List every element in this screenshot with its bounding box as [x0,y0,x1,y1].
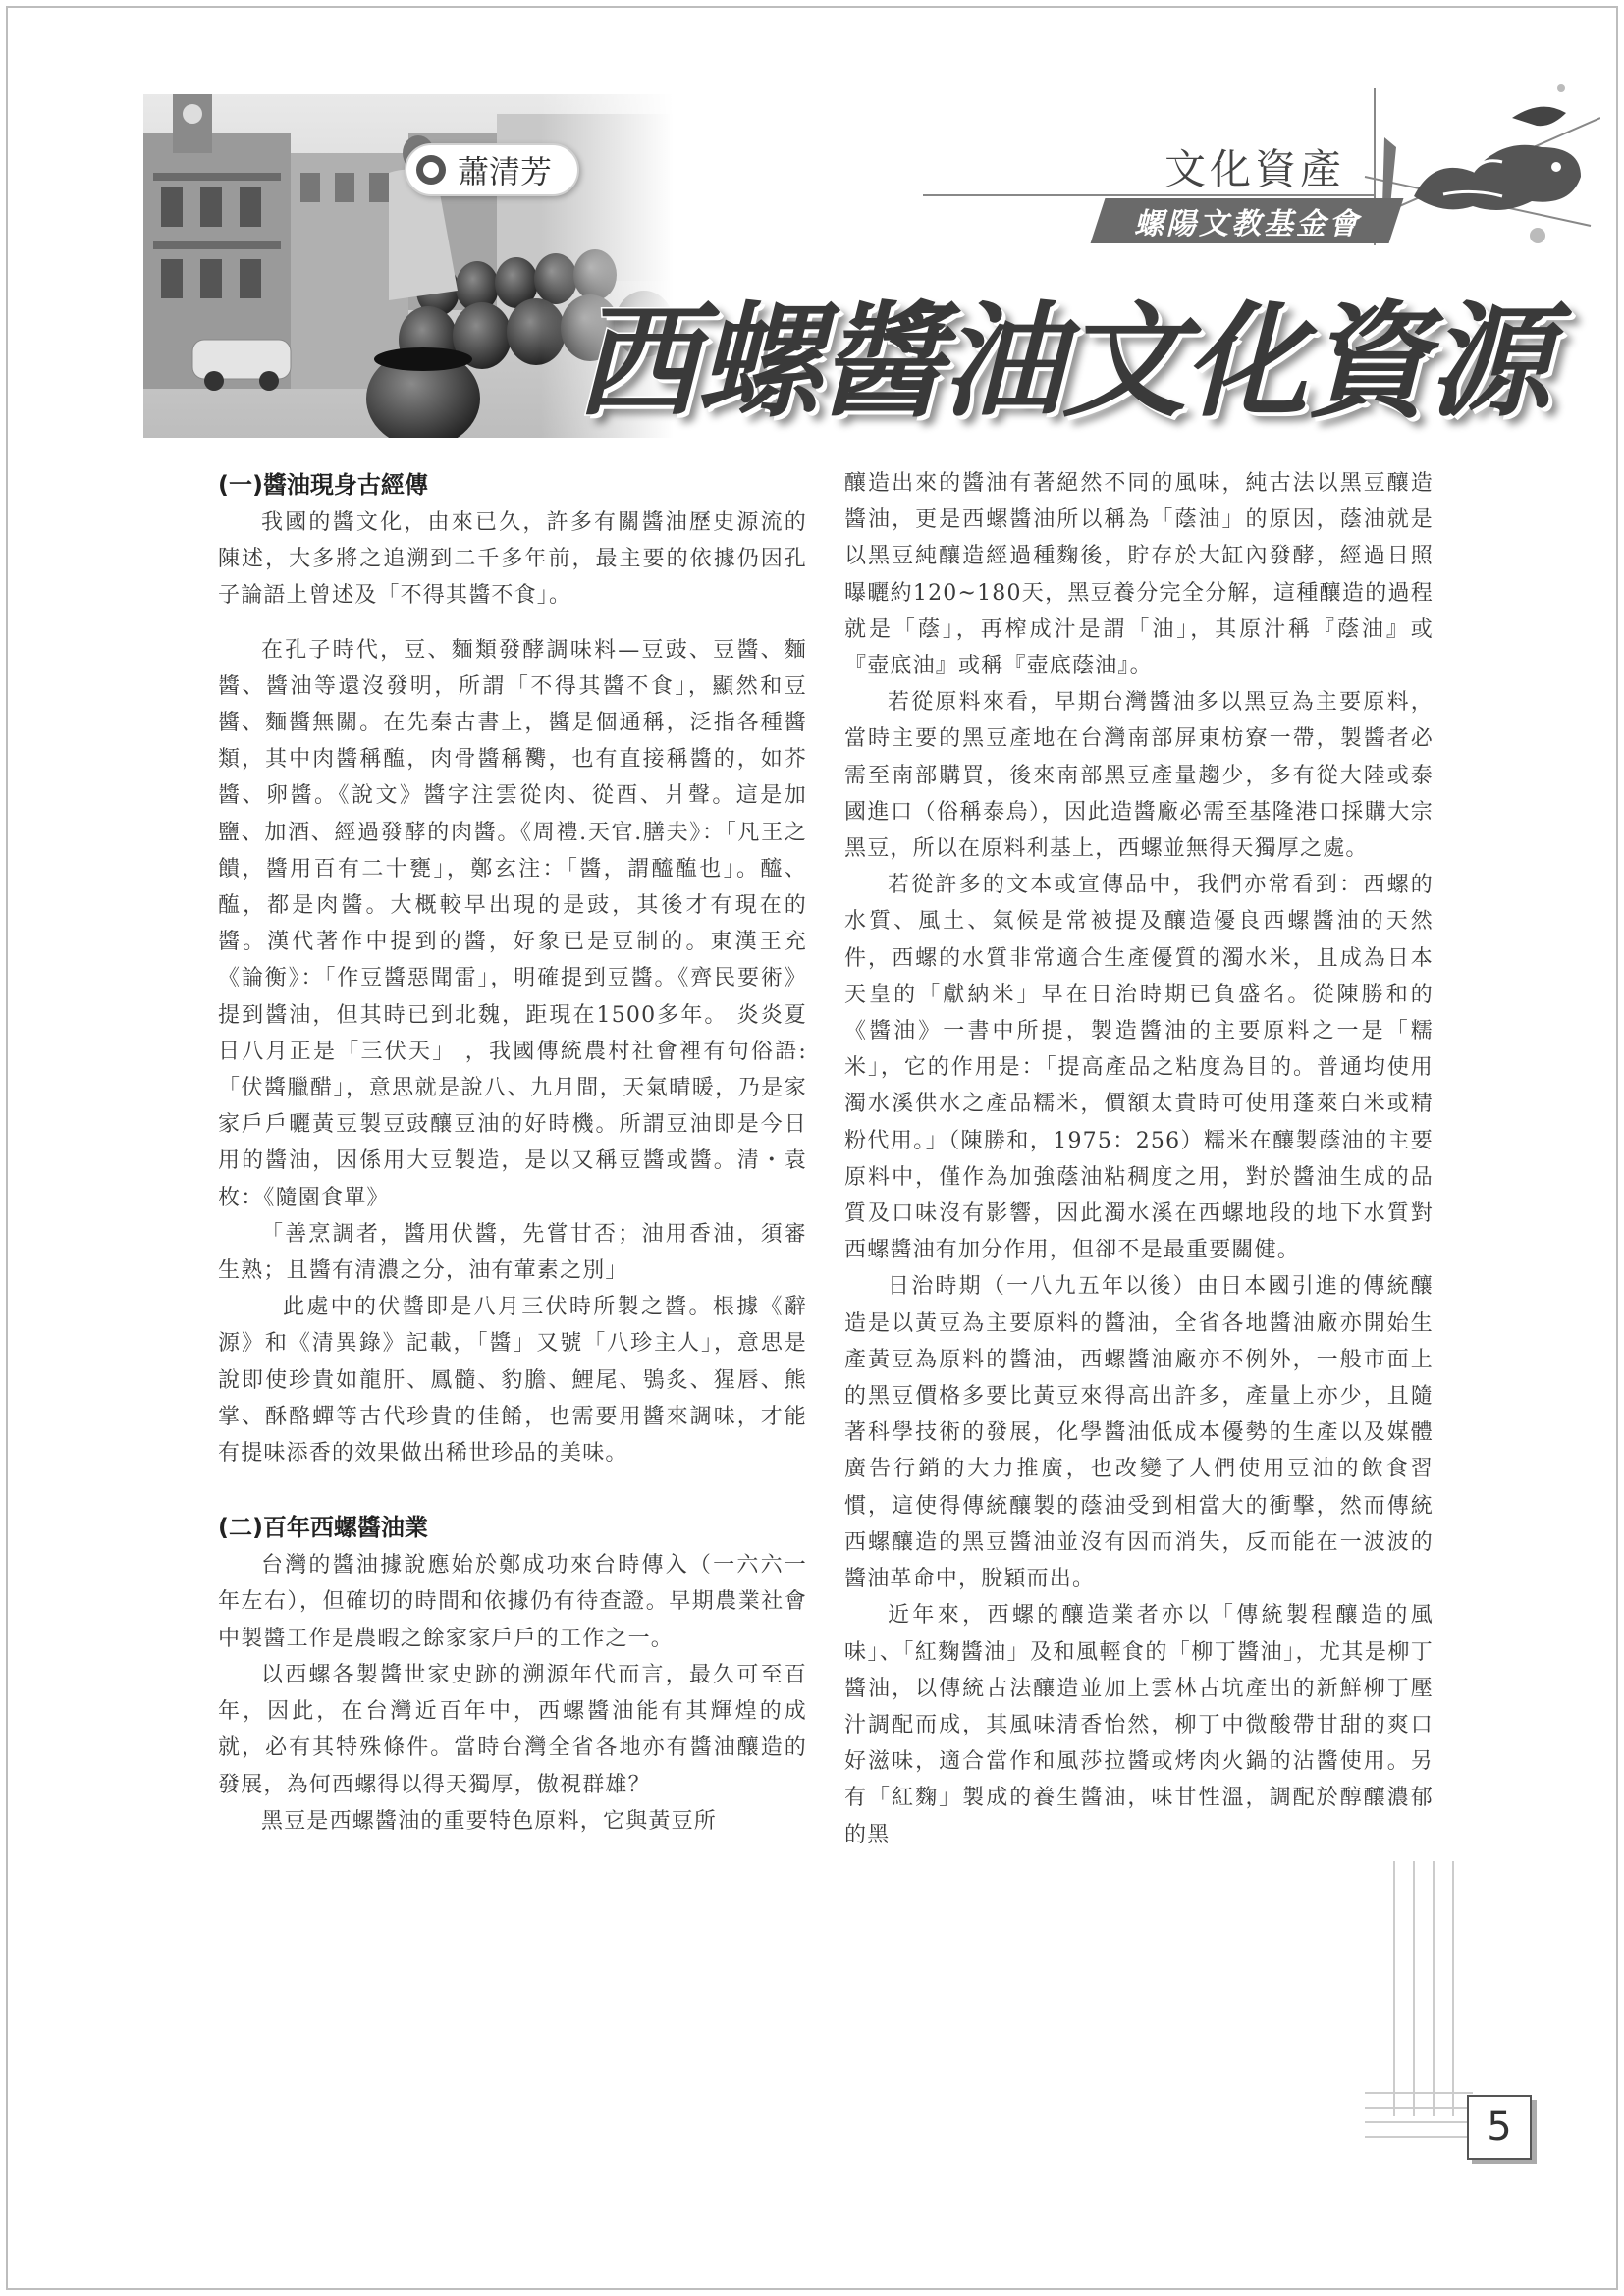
paragraph: 在孔子時代，豆、麵類發酵調味料—豆豉、豆醬、麵醬、醬油等還沒發明，所謂「不得其醬不食」，顯然和豆醬、麵醬無關。在先秦古書上，醬是個通稱，泛指各種醬類，其中肉醬稱醢，肉骨醬稱臡，也有直接稱醬的，如芥醬、卵醬。《說文》醬字注雲從肉、從酉、爿聲。這是加鹽、加酒、經過發酵的肉醬。《周禮.天官.膳夫》：「凡王之饋，醬用百有二十甕」，鄭玄注：「醬，謂醯醢也」。醯、醢，都是肉醬。大概較早出現的是豉，其後才有現在的醬。漢代著作中提到的醬，好象已是豆制的。東漢王充《論衡》：「作豆醬惡聞雷」，明確提到豆醬。《齊民要術》提到醬油，但其時已到北魏，距現在1500多年。 炎炎夏日八月正是「三伏天」 ，我國傳統農村社會裡有句俗語:「伏醬臘醋」，意思就是說八、九月間，天氣晴暖，乃是家家戶戶曬黃豆製豆豉釀豆油的好時機。所謂豆油即是今日用的醬油，因係用大豆製造，是以又稱豆醬或醬。清・袁枚：《隨園食單》 [218,637,807,1210]
paragraph: 此處中的伏醬即是八月三伏時所製之醬。根據《辭源》和《清異錄》記載，「醬」又號「八珍主人」，意思是說即使珍貴如龍肝、鳳髓、豹膽、鯉尾、鴞炙、猩唇、熊掌、酥酪蟬等古代珍貴的佳餚，也需要用醬來調味，才能有提味添香的效果做出稀世珍品的美味。 [218,1295,807,1467]
main-title: 西螺醬油文化資源 [575,289,1549,434]
org-banner [1091,198,1404,243]
paragraph: 若從原料來看，早期台灣醬油多以黑豆為主要原料，當時主要的黑豆產地在台灣南部屏東枋寮一帶，製醬者必需至南部購買，後來南部黑豆產量趨少，多有從大陸或泰國進口（俗稱泰烏），因此造醬廠必需至基隆港口採購大宗黑豆，所以在原料利基上，西螺並無得天獨厚之處。 [844,690,1434,862]
section-heading-2: (二)百年西螺醬油業 [218,1514,428,1542]
series-title: 文化資產 [1164,145,1346,193]
bullet-icon [416,155,446,185]
section-heading-1: (一)醬油現身古經傳 [218,471,428,499]
paragraph: 台灣的醬油據說應始於鄭成功來台時傳入（一六六一年左右），但確切的時間和依據仍有待查證。早期農業社會中製醬工作是農暇之餘家家戶戶的工作之一。 [218,1553,807,1651]
paragraph: 近年來，西螺的釀造業者亦以「傳統製程釀造的風味」、「紅麴醬油」及和風輕食的「柳丁醬油」，尤其是柳丁醬油，以傳統古法釀造並加上雲林古坑產出的新鮮柳丁壓汁調配而成，其風味清香怡然，柳丁中微酸帶甘甜的爽口好滋味，適合當作和風莎拉醬或烤肉火鍋的沾醬使用。另有「紅麴」製成的養生醬油，味甘性溫，調配於醇釀濃郁的黑 [844,1603,1434,1847]
left-column [218,465,807,1840]
paragraph: 釀造出來的醬油有著絕然不同的風味，純古法以黑豆釀造醬油，更是西螺醬油所以稱為「蔭油」的原因，蔭油就是以黑豆純釀造經過種麴後，貯存於大缸內發酵，經過日照曝曬約120~180天，黑豆養分完全分解，這種釀造的過程就是「蔭」，再榨成汁是謂「油」，其原汁稱『蔭油』或『壺底油』或稱『壺底蔭油』。 [844,471,1434,679]
org-name: 螺陽文教基金會 [1133,207,1361,241]
paragraph: 日治時期（一八九五年以後）由日本國引進的傳統釀造是以黃豆為主要原料的醬油，全省各地醬油廠亦開始生產黃豆為原料的醬油，西螺醬油廠亦不例外，一般市面上的黑豆價格多要比黃豆來得高出許多，產量上亦少，且隨著科學技術的發展，化學醬油低成本優勢的生產以及媒體廣告行銷的大力推廣，也改變了人們使用豆油的飲食習慣，這使得傳統釀製的蔭油受到相當大的衝擊，然而傳統西螺釀造的黑豆醬油並沒有因而消失，反而能在一波波的醬油革命中，脫穎而出。 [844,1274,1434,1592]
paragraph: 我國的醬文化，由來已久，許多有關醬油歷史源流的陳述，大多將之追溯到二千多年前，最主要的依據仍因孔子論語上曾述及「不得其醬不食」。 [218,510,807,609]
page-number: 5 [1467,2095,1532,2160]
paragraph: 「善烹調者，醬用伏醬，先嘗甘否；油用香油，須審生熟；且醬有清濃之分，油有葷素之別」 [218,1221,807,1284]
author-name: 蕭清芳 [458,153,553,190]
section-gap [218,1471,807,1508]
paragraph: 以西螺各製醬世家史跡的溯源年代而言，最久可至百年，因此，在台灣近百年中，西螺醬油能有其輝煌的成就，必有其特殊條件。當時台灣全省各地亦有醬油釀造的發展，為何西螺得以得天獨厚，傲視群雄？ [218,1662,807,1797]
series-divider [923,194,1375,196]
author-badge [405,143,579,196]
right-column [844,465,1434,1853]
footer-lines-decoration [1365,1861,1483,2116]
paragraph: 若從許多的文本或宣傳品中，我們亦常看到：西螺的水質、風土、氣候是常被提及釀造優良西螺醬油的天然件，西螺的水質非常適合生產優質的濁水米，且成為日本天皇的「獻納米」早在日治時期已負盛名。從陳勝和的《醬油》一書中所提，製造醬油的主要原料之一是「糯米」，它的作用是：「提高產品之粘度為目的。普通均使用濁水溪供水之產品糯米，價額太貴時可使用蓬萊白米或精粉代用。」（陳勝和，1975：256）糯米在釀製蔭油的主要原料中，僅作為加強蔭油粘稠度之用，對於醬油生成的品質及口味沒有影響，因此濁水溪在西螺地段的地下水質對西螺醬油有加分作用，但卻不是最重要關健。 [844,873,1434,1263]
paragraph: 黑豆是西螺醬油的重要特色原料，它與黃豆所 [261,1808,718,1834]
footer-hlines-decoration [1365,2083,1473,2142]
